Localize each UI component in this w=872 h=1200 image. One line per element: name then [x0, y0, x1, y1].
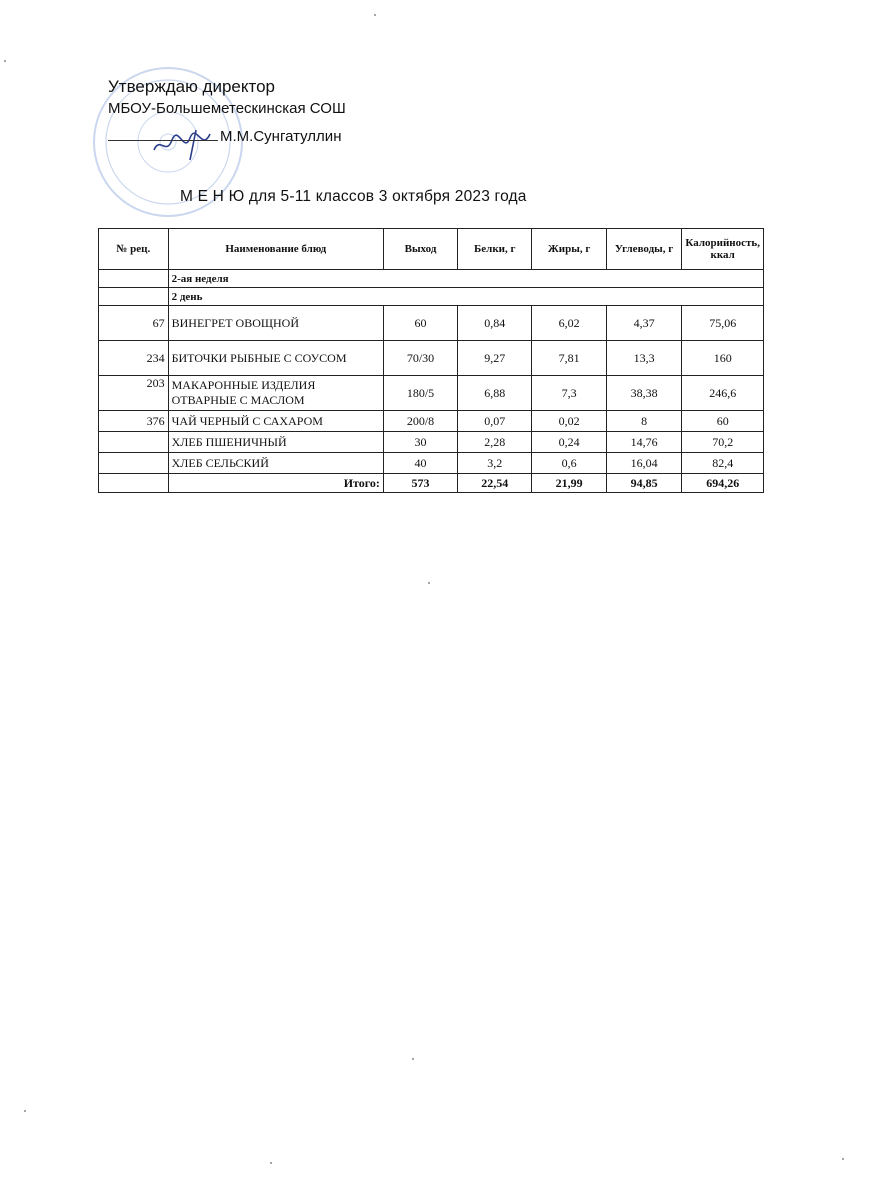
dish-carbs: 14,76 [606, 432, 682, 453]
approval-title: Утверждаю директор [108, 77, 276, 96]
dish-calories: 160 [682, 341, 764, 376]
table-header-row [99, 229, 764, 270]
total-label: Итого: [168, 474, 383, 493]
dish-fats: 7,3 [532, 376, 606, 411]
scan-speck [4, 60, 6, 62]
recipe-number: 234 [99, 341, 169, 376]
dish-output: 30 [383, 432, 457, 453]
dish-fats: 0,24 [532, 432, 606, 453]
table-row [99, 341, 764, 376]
dish-calories: 70,2 [682, 432, 764, 453]
dish-output: 200/8 [383, 411, 457, 432]
scan-speck [428, 582, 430, 584]
table-row [99, 376, 764, 411]
recipe-number [99, 453, 169, 474]
scan-speck [842, 1158, 844, 1160]
dish-carbs: 4,37 [606, 306, 682, 341]
dish-name: БИТОЧКИ РЫБНЫЕ С СОУСОМ [168, 341, 383, 376]
header-calories: Калорийность, ккал [682, 229, 764, 270]
header-dish-name: Наименование блюд [168, 229, 383, 270]
recipe-number: 376 [99, 411, 169, 432]
total-row [99, 474, 764, 493]
table-row [99, 411, 764, 432]
dish-carbs: 8 [606, 411, 682, 432]
recipe-number [99, 432, 169, 453]
dish-output: 40 [383, 453, 457, 474]
recipe-number: 203 [99, 376, 169, 411]
week-row [99, 270, 764, 288]
approval-block [108, 76, 346, 148]
scan-speck [412, 1058, 414, 1060]
table-row [99, 432, 764, 453]
dish-fats: 0,6 [532, 453, 606, 474]
dish-output: 60 [383, 306, 457, 341]
director-name: М.М.Сунгатуллин [220, 128, 342, 145]
scan-speck [270, 1162, 272, 1164]
dish-fats: 6,02 [532, 306, 606, 341]
dish-name: ХЛЕБ СЕЛЬСКИЙ [168, 453, 383, 474]
total-carbs: 94,85 [606, 474, 682, 493]
dish-proteins: 3,2 [458, 453, 532, 474]
school-name: МБОУ-Большеметескинская СОШ [108, 100, 346, 117]
scan-speck [24, 1110, 26, 1112]
total-output: 573 [383, 474, 457, 493]
dish-name: МАКАРОННЫЕ ИЗДЕЛИЯ ОТВАРНЫЕ С МАСЛОМ [168, 376, 383, 411]
header-fats: Жиры, г [532, 229, 606, 270]
header-recipe-number: № рец. [99, 229, 169, 270]
dish-carbs: 16,04 [606, 453, 682, 474]
header-carbs: Углеводы, г [606, 229, 682, 270]
dish-name: ЧАЙ ЧЕРНЫЙ С САХАРОМ [168, 411, 383, 432]
signature-blank [108, 140, 218, 141]
header-proteins: Белки, г [458, 229, 532, 270]
week-row-empty-cell [99, 270, 169, 288]
total-proteins: 22,54 [458, 474, 532, 493]
header-output: Выход [383, 229, 457, 270]
total-fats: 21,99 [532, 474, 606, 493]
table-row [99, 453, 764, 474]
dish-carbs: 38,38 [606, 376, 682, 411]
day-row [99, 288, 764, 306]
dish-proteins: 2,28 [458, 432, 532, 453]
total-empty-cell [99, 474, 169, 493]
dish-output: 70/30 [383, 341, 457, 376]
dish-carbs: 13,3 [606, 341, 682, 376]
week-label: 2-ая неделя [168, 270, 763, 288]
dish-calories: 246,6 [682, 376, 764, 411]
director-signature-line [108, 126, 346, 148]
dish-name: ВИНЕГРЕТ ОВОЩНОЙ [168, 306, 383, 341]
menu-table [98, 228, 764, 493]
dish-proteins: 6,88 [458, 376, 532, 411]
dish-proteins: 0,84 [458, 306, 532, 341]
recipe-number: 67 [99, 306, 169, 341]
dish-proteins: 9,27 [458, 341, 532, 376]
dish-calories: 82,4 [682, 453, 764, 474]
dish-fats: 7,81 [532, 341, 606, 376]
menu-title: М Е Н Ю для 5-11 классов 3 октября 2023 года [180, 188, 527, 205]
dish-fats: 0,02 [532, 411, 606, 432]
day-row-empty-cell [99, 288, 169, 306]
table-row [99, 306, 764, 341]
total-calories: 694,26 [682, 474, 764, 493]
day-label: 2 день [168, 288, 763, 306]
dish-output: 180/5 [383, 376, 457, 411]
dish-name: ХЛЕБ ПШЕНИЧНЫЙ [168, 432, 383, 453]
dish-calories: 75,06 [682, 306, 764, 341]
dish-calories: 60 [682, 411, 764, 432]
dish-proteins: 0,07 [458, 411, 532, 432]
scan-speck [374, 14, 376, 16]
